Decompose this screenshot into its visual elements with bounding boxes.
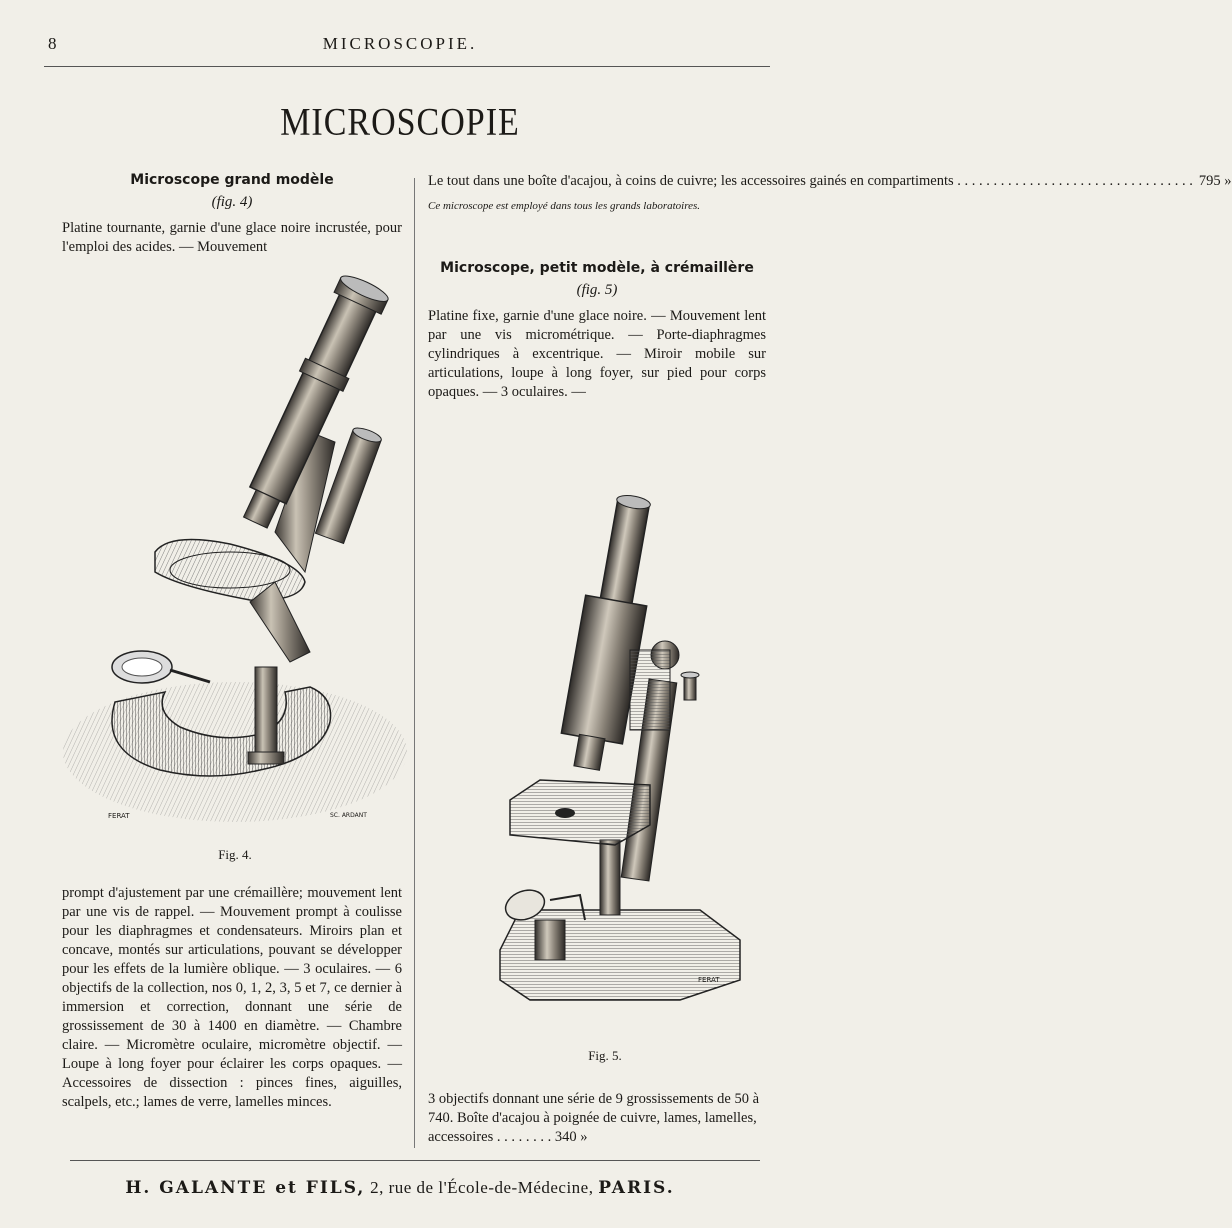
publisher-name: H. GALANTE et FILS, [125, 1178, 366, 1198]
figure-4 [60, 282, 410, 872]
publisher-footer [0, 1178, 800, 1198]
figure-4-caption: Fig. 4. [218, 847, 252, 862]
laboratory-note: Ce microscope est employé dans tous les grands laboratoires. [428, 200, 701, 212]
figure-5-caption: Fig. 5. [588, 1048, 622, 1063]
left-column-continued [62, 884, 402, 1112]
engraver-signature: FERAT [698, 976, 720, 984]
running-head [40, 30, 760, 58]
fig-ref-5: (fig. 5) [576, 282, 618, 298]
figure-5 [440, 480, 770, 1063]
price-petit-modele: 340 » [554, 1129, 588, 1145]
header-rule [44, 66, 770, 67]
right-column [428, 172, 1232, 402]
closing-text: 3 objectifs donnant une série de 9 grossissements de 50 à 740. Boîte d'acajou à poignée de cuivre, lames, lamelles, accessoires . . . . . . . . 340 » [428, 1091, 760, 1145]
left-column [62, 172, 402, 257]
fig-ref-4: (fig. 4) [211, 194, 253, 210]
microscope-grand-illustration [60, 282, 410, 842]
publisher-address: 2, rue de l'École-de-Médecine, [365, 1178, 599, 1197]
engraver-signature-left: FERAT [108, 812, 130, 820]
price-line-grand-modele [428, 172, 1232, 191]
column-divider [414, 178, 415, 1148]
engraver-signature-right: SC. ARDANT [330, 812, 367, 819]
grand-modele-description: prompt d'ajustement par une crémaillère; mouvement lent par une vis de rappel. — Mouvement prompt à coulisse pour les diaphragmes et condensateurs. Miroirs plan et concave, montés sur articulations, pouvant se développer pour les effets de la lumière oblique. — 3 oculaires. — 6 objectifs de la collection, nos 0, 1, 2, 3, 5 et 7, ce dernier à immersion et correction, donnant une série de grossissement de 30 à 1400 en diamètre. — Chambre claire. — Micromètre oculaire, micromètre objectif. — Loupe à long foyer pour éclairer les corps opaques. — Accessoires de dissection : pinces fines, aiguilles, scalpels, etc.; lames de verre, lamelles minces. [62, 885, 402, 1110]
footer-rule [70, 1160, 760, 1161]
intro-paragraph: Platine tournante, garnie d'une glace noire incrustée, pour l'emploi des acides. — Mouvement [62, 220, 402, 255]
price-line-text: Le tout dans une boîte d'acajou, à coins de cuivre; les accessoires gainés en compartiments . . . [428, 172, 1193, 191]
petit-modele-description: Platine fixe, garnie d'une glace noire. — Mouvement lent par une vis micrométrique. — Porte-diaphragmes cylindriques à excentrique. — Miroir mobile sur articulations, loupe à long foyer, sur pied pour corps opaques. — 3 oculaires. — [428, 308, 766, 400]
page-number: 8 [48, 34, 57, 53]
publisher-city: PARIS. [598, 1178, 675, 1198]
price-grand-modele: 795 » [1198, 173, 1232, 189]
running-title: MICROSCOPIE. [322, 34, 478, 53]
right-column-closing [428, 1090, 766, 1147]
microscope-petit-illustration [440, 480, 770, 1030]
item-heading-petit-modele: Microscope, petit modèle, à crémaillère [440, 260, 754, 276]
item-heading-grand-modele: Microscope grand modèle [130, 172, 334, 188]
section-title: MICROSCOPIE [280, 101, 520, 144]
